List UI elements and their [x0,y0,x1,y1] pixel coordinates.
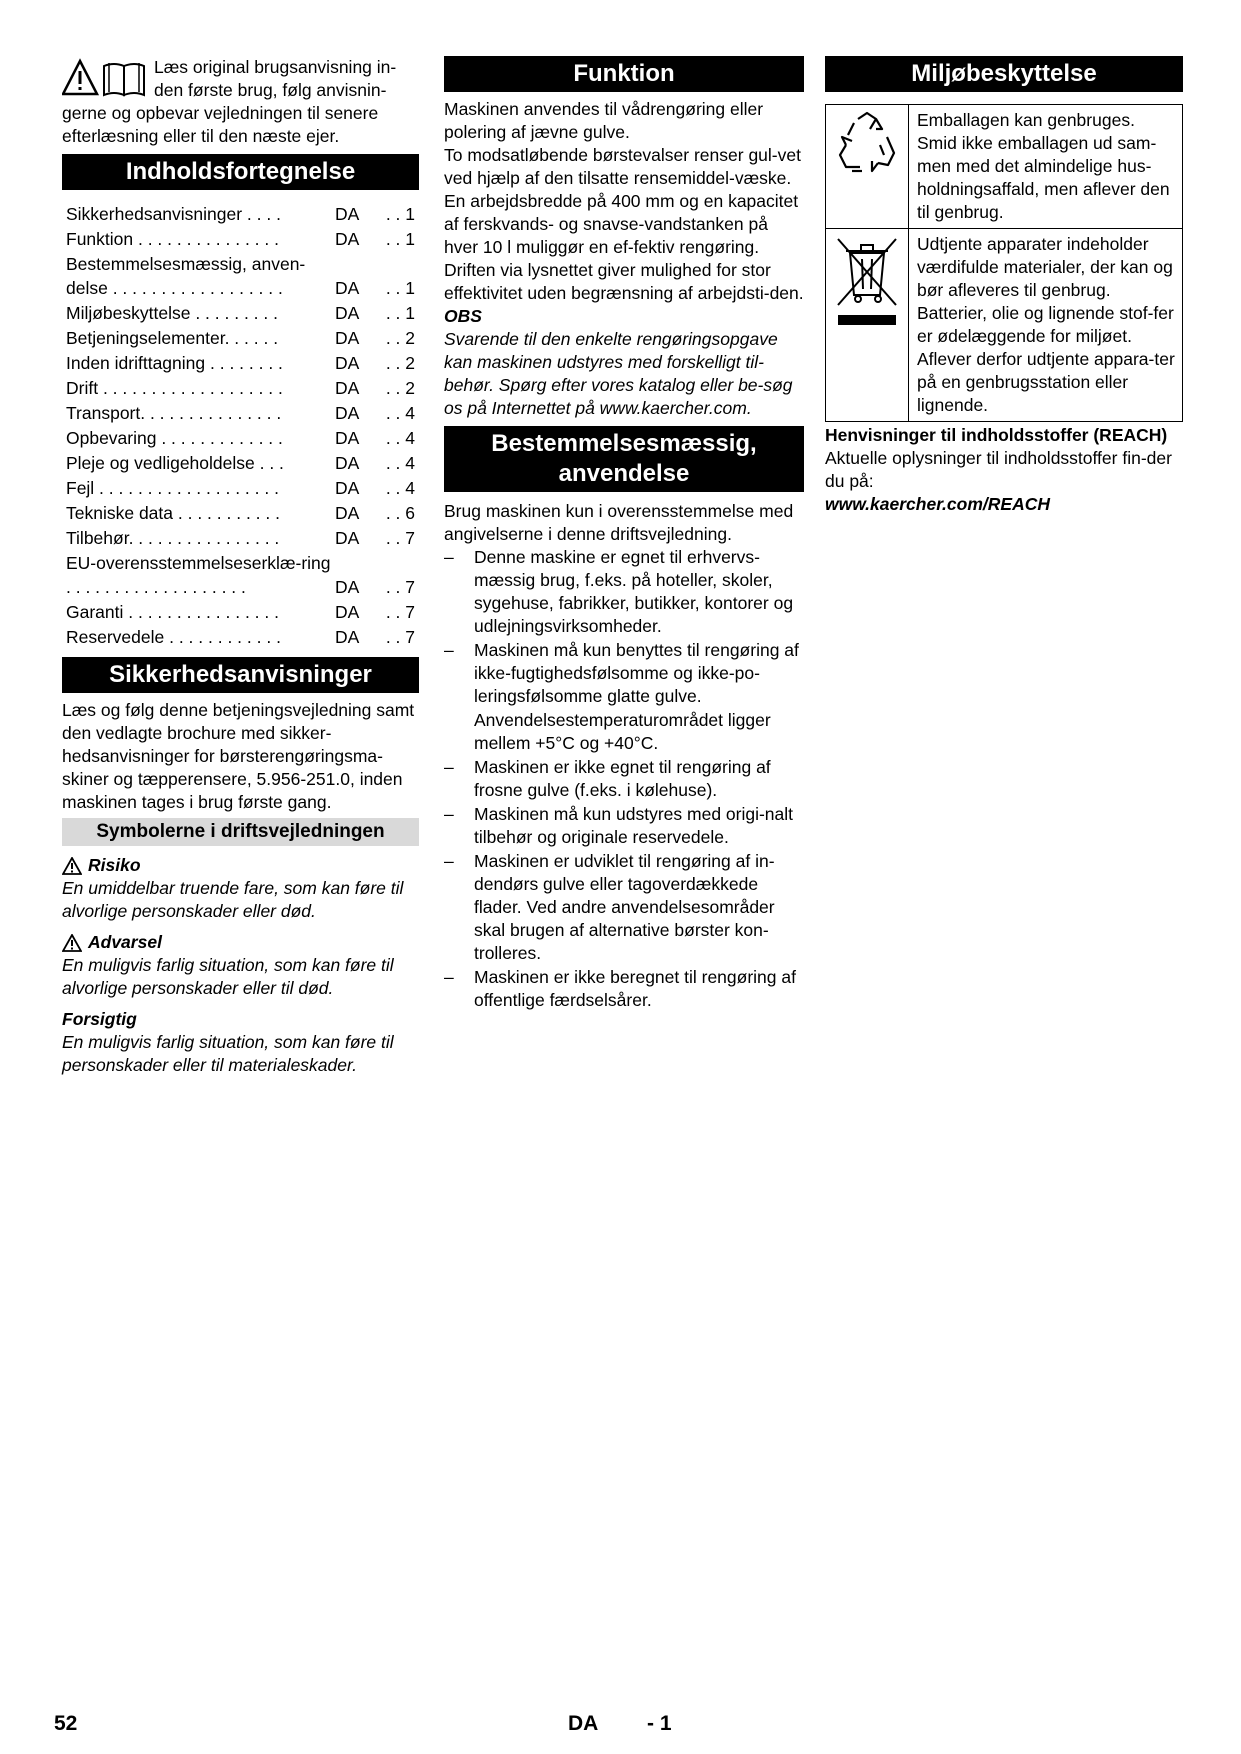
toc-entry-title: Pleje og vedligeholdelse . . . [66,453,284,473]
toc-entry[interactable] [66,252,415,300]
toc-entry-page: . . 4 [385,478,415,498]
risk-text: En umiddelbar truende fare, som kan føre til alvorlige personskader eller død. [62,878,404,921]
toc-entry-page: . . 4 [385,428,415,448]
toc-entry-language: DA [335,627,360,647]
toc-entry-title: Miljøbeskyttelse . . . . . . . . . [66,303,278,323]
toc-entry-page: . . 1 [385,278,415,298]
toc-entry[interactable] [66,526,415,550]
toc-entry-page: . . 7 [385,627,415,647]
toc-entry[interactable] [66,551,415,599]
toc-entry-page: . . 4 [385,453,415,473]
warning-title [62,931,419,954]
toc-entry-page: . . 1 [385,303,415,323]
toc-entry-title: Fejl . . . . . . . . . . . . . . . . . . . [66,478,279,498]
toc-entry-page: . . 7 [385,602,415,622]
toc-entry[interactable] [66,476,415,500]
list-item: – Maskinen må kun udstyres med origi-nalt tilbehør og originale reservedele. [444,803,804,849]
reach-text: Aktuelle oplysninger til indholdsstoffer fin-der du på: [825,448,1172,491]
toc-entry-page: . . 2 [385,328,415,348]
toc-entry-title: Drift . . . . . . . . . . . . . . . . . . . [66,378,283,398]
table-row [826,105,1183,229]
toc-entry-language: DA [335,378,360,398]
toc-entry-language: DA [335,278,360,298]
warning-title-text: Advarsel [88,932,162,952]
toc-entry[interactable] [66,351,415,375]
function-p2: To modsatløbende børstevalser renser gul-vet ved hjælp af den tilsatte rensemiddel-væske. En arbejdsbredde på 400 mm og en kapacitet af ferskvands- og snavse-vandstanken på hver 10 l muliggør en ef-fektiv rengøring. [444,145,801,257]
environment-heading: Miljøbeskyttelse [825,56,1183,92]
caution-title-text: Forsigtig [62,1009,137,1029]
toc-entry-language: DA [335,428,360,448]
toc-entry-title: Sikkerhedsanvisninger . . . . [66,204,281,224]
note-text: Svarende til den enkelte rengøringsopgave kan maskinen udstyres med forskelligt til-behør. Spørg efter vores katalog eller be-søg os på Internettet på www.kaercher.com. [444,329,793,418]
function-p3: Driften via lysnettet giver mulighed for stor effektivitet uden begrænsning af arbejdsti-den. [444,260,804,303]
environment-table [825,104,1183,422]
warning-triangle-icon [62,934,82,952]
list-item: – Maskinen er udviklet til rengøring af in-dendørs gulve eller tagoverdækkede flader. Ved andre anvendelsesområder skal brugen af alternative børster kon-trolleres. [444,850,804,965]
list-item: – Maskinen er ikke egnet til rengøring af frosne gulve (f.eks. i kølehuse). [444,756,804,802]
temperature-note: Anvendelsestemperaturområdet ligger mellem +5°C og +40°C. [474,710,771,753]
intro-block [62,56,419,148]
intended-use-list [444,546,804,1012]
toc-entry[interactable] [66,401,415,425]
recycle-text: Emballagen kan genbruges. Smid ikke emballagen ud sam-men med det almindelige hus-holdningsaffald, men aflever den til genbrug. [909,105,1183,229]
caution-text: En muligvis farlig situation, som kan føre til personskader eller til materialeskader. [62,1032,394,1075]
toc-entry-page: . . 1 [385,204,415,224]
list-item: – Maskinen er ikke beregnet til rengøring af offentlige færdselsårer. [444,966,804,1012]
toc-entry-title: Transport. . . . . . . . . . . . . . . [66,403,282,423]
intro-text: Læs original brugsanvisning in-den første brug, følg anvisnin-gerne og opbevar vejledningen til senere efterlæsning eller til den næste ejer. [62,57,397,146]
toc-entry-title: EU-overensstemmelseserklæ-ring . . . . . . . . . . . . . . . . . . . [66,553,331,597]
toc-entry-language: DA [335,204,360,224]
function-p1: Maskinen anvendes til vådrengøring eller polering af jævne gulve. [444,99,764,142]
warning-text: En muligvis farlig situation, som kan føre til alvorlige personskader eller til død. [62,955,394,998]
list-item: – Denne maskine er egnet til erhvervs-mæssig brug, f.eks. på hoteller, skoler, sygehuse, fabrikker, butikker, kontorer og udlejningsvirksomheder. [444,546,804,638]
footer-language: DA [568,1712,599,1735]
toc-entry-title: Betjeningselementer. . . . . . [66,328,279,348]
toc-entry[interactable] [66,326,415,350]
toc-entry-page: . . 4 [385,403,415,423]
toc-entry-title: Opbevaring . . . . . . . . . . . . . [66,428,283,448]
toc-entry-title: Inden idrifttagning . . . . . . . . [66,353,283,373]
toc-entry[interactable] [66,600,415,624]
note-title: OBS [444,306,482,326]
symbols-heading: Symbolerne i driftsvejledningen [62,818,419,846]
table-row [826,229,1183,422]
toc-heading: Indholdsfortegnelse [62,154,419,190]
column-right [825,56,1183,516]
function-heading: Funktion [444,56,804,92]
toc-entry-language: DA [335,478,360,498]
toc-entry-title: Funktion . . . . . . . . . . . . . . . [66,229,279,249]
toc-entry-page: . . 6 [385,503,415,523]
toc-entry-language: DA [335,577,360,597]
intended-use-intro: Brug maskinen kun i overensstemmelse med angivelserne i denne driftsvejledning. [444,501,794,544]
toc-entry-page: . . 7 [385,577,415,597]
toc-entry-page: . . 1 [385,229,415,249]
toc-entry[interactable] [66,376,415,400]
warning-triangle-icon [62,857,82,875]
toc-entry-language: DA [335,528,360,548]
safety-heading: Sikkerhedsanvisninger [62,657,419,693]
toc-entry-page: . . 7 [385,528,415,548]
risk-title-text: Risiko [88,855,141,875]
toc-entry-title: Garanti . . . . . . . . . . . . . . . . [66,602,279,622]
toc-entry[interactable] [66,426,415,450]
intended-use-heading: Bestemmelsesmæssig, anvendelse [444,426,804,492]
toc-entry[interactable] [66,625,415,649]
column-middle [444,56,804,1013]
toc-entry-language: DA [335,328,360,348]
toc-entry-title: Tekniske data . . . . . . . . . . . [66,503,280,523]
toc-entry[interactable] [66,301,415,325]
toc-entry-title: Bestemmelsesmæssig, anven-delse . . . . . . . . . . . . . . . . . . [66,254,306,298]
toc-entry-language: DA [335,303,360,323]
caution-title [62,1008,419,1031]
warning-book-icon [62,58,148,98]
safety-text: Læs og følg denne betjeningsvejledning samt den vedlagte brochure med sikker-hedsanvisninger for børsterengøringsma-skiner og tæpperensere, 5.956-251.0, inden maskinen tages i brug første gang. [62,700,415,812]
toc-entry-language: DA [335,503,360,523]
footer-sub-page: - 1 [647,1712,672,1735]
risk-title [62,854,419,877]
toc-entry-language: DA [335,602,360,622]
reach-title: Henvisninger til indholdsstoffer (REACH) [825,425,1168,445]
toc-list [62,202,419,649]
recycle-icon [832,109,902,181]
toc-entry[interactable] [66,202,415,226]
toc-entry-title: Tilbehør. . . . . . . . . . . . . . . . [66,528,280,548]
toc-entry-language: DA [335,403,360,423]
crossed-bin-icon [832,233,902,329]
list-item-text: Maskinen må kun benyttes til rengøring af ikke-fugtighedsfølsomme og ikke-po-leringsfølsomme glatte gulve. [474,640,799,706]
toc-entry[interactable] [66,451,415,475]
toc-entry-page: . . 2 [385,353,415,373]
toc-entry-language: DA [335,229,360,249]
toc-entry-page: . . 2 [385,378,415,398]
toc-entry-language: DA [335,453,360,473]
list-item [444,639,804,755]
toc-entry-title: Reservedele . . . . . . . . . . . . [66,627,281,647]
toc-entry[interactable] [66,227,415,251]
weee-text: Udtjente apparater indeholder værdifulde materialer, der kan og bør afleveres til genbrug. Batterier, olie og lignende stof-fer er ødelæggende for miljøet. Aflever derfor udtjente appara-ter på en genbrugsstation eller lignende. [909,229,1183,422]
reach-link[interactable]: www.kaercher.com/REACH [825,494,1050,514]
column-left [62,56,419,1077]
toc-entry-language: DA [335,353,360,373]
toc-entry[interactable] [66,501,415,525]
page-number: 52 [54,1712,78,1735]
